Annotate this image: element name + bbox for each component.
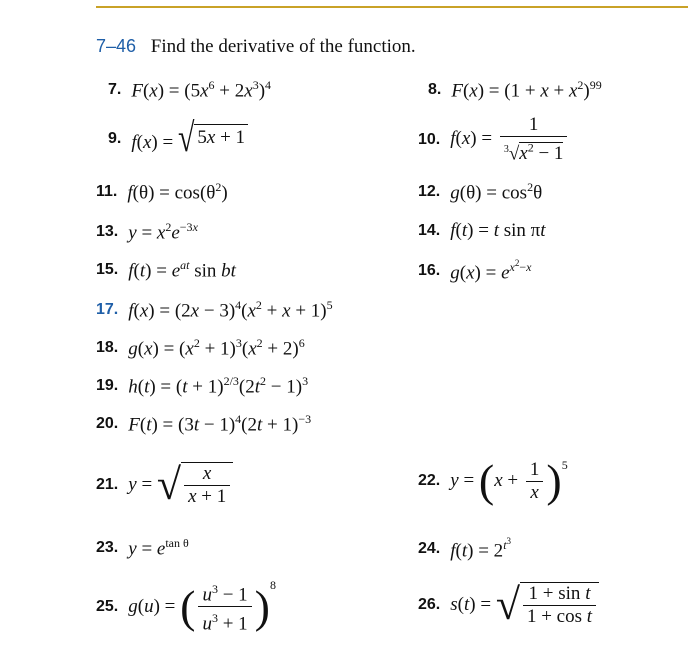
problem-11 [96,180,228,204]
problem-expression: $y = x^2e^{-3x}$ [128,220,198,244]
problem-number: 19. [96,377,119,395]
problem-expression: y = ( x + $\frac{1}{x}$ ) $^5$ [450,455,568,506]
exercise-range: 7–46 [96,36,137,56]
problem-number: 18. [96,339,119,357]
problem-10 [418,114,570,165]
problem-expression: $y = e^{tan \theta}$ [128,536,189,560]
problem-number: 22. [418,472,441,489]
problem-19 [96,374,308,398]
problem-expression: $g(x) = (x^2 + 1)^3(x^2 + 2)^6$ [128,336,305,360]
problem-24 [418,536,511,562]
problem-12 [418,180,542,204]
problem-number: 23. [96,539,119,557]
problem-number: 13. [96,223,119,241]
problem-26 [418,582,599,628]
problem-expression: f(t) = t sin πt [450,220,546,241]
problem-expression: $f(t) = e^{at}$ sin bt [128,258,236,282]
problem-number: 16. [418,262,441,280]
problem-expression: $g(x) = e^{x^2-x}$ [450,258,532,284]
problem-number: 25. [96,597,119,615]
problem-expression: $f(x) = (2x - 3)^4(x^2 + x + 1)^5$ [128,298,333,322]
problem-number: 10. [418,130,441,148]
problem-expression: f(x) = √ 5x + 1 [131,124,248,154]
problem-7 [108,78,271,102]
problem-25 [96,578,276,636]
problem-9 [108,116,248,161]
exercise-header [96,36,416,58]
top-rule [96,6,688,8]
problem-expression: g ( u ) = ( $\frac{u^3 - 1}{u^3 + 1}$ ) $^8$ [128,578,276,635]
problem-number: 8. [428,81,442,99]
problem-expression: s ( t ) = √ $\frac{\text{1 + sin t}}{\text{1 + cos t}}$ [450,582,599,628]
problem-number: 26. [418,596,441,613]
problem-expression: $F(x) = (1 + x + x^2)^{99}$ [451,78,602,102]
problem-number: 7. [108,81,122,99]
problem-number: 17. [96,301,119,319]
problem-number: 12. [418,183,441,201]
problem-number: 11. [96,183,118,201]
problem-23 [96,536,189,560]
problem-8 [428,78,602,102]
problem-expression: $F(x) = (5x^6 + 2x^3)^4$ [131,78,272,102]
problem-expression: $h(t) = (t + 1)^{2/3}(2t^2 - 1)^3$ [128,374,309,398]
problem-20 [96,412,311,436]
problem-21 [96,462,233,508]
problem-expression: y = √ $\frac{x}{x + 1}$ [128,462,233,508]
problem-number: 15. [96,261,119,279]
problem-16 [418,258,531,284]
problem-expression: $g(\theta) = \cos^2\theta$ [450,180,543,204]
problem-expression: f(x) = $\frac{1}{^3√x^2 - 1}$ [450,114,570,165]
problem-number: 9. [108,130,122,147]
problem-22 [418,455,568,506]
problem-expression: $f(t) = 2^{t^3}$ [450,536,512,562]
problem-number: 20. [96,415,119,433]
problem-expression: $f(\theta) = \cos(\theta^2)$ [127,180,228,204]
exercise-instruction: Find the derivative of the function. [150,36,416,57]
problem-18 [96,336,305,360]
problem-expression: $F(t) = (3t - 1)^4(2t + 1)^{-3}$ [128,412,312,436]
problem-15 [96,258,236,282]
problem-17 [96,298,333,322]
problem-13 [96,220,198,244]
problem-14 [418,220,546,242]
problem-number: 14. [418,222,441,239]
problem-number: 21. [96,476,119,493]
problem-number: 24. [418,540,441,558]
